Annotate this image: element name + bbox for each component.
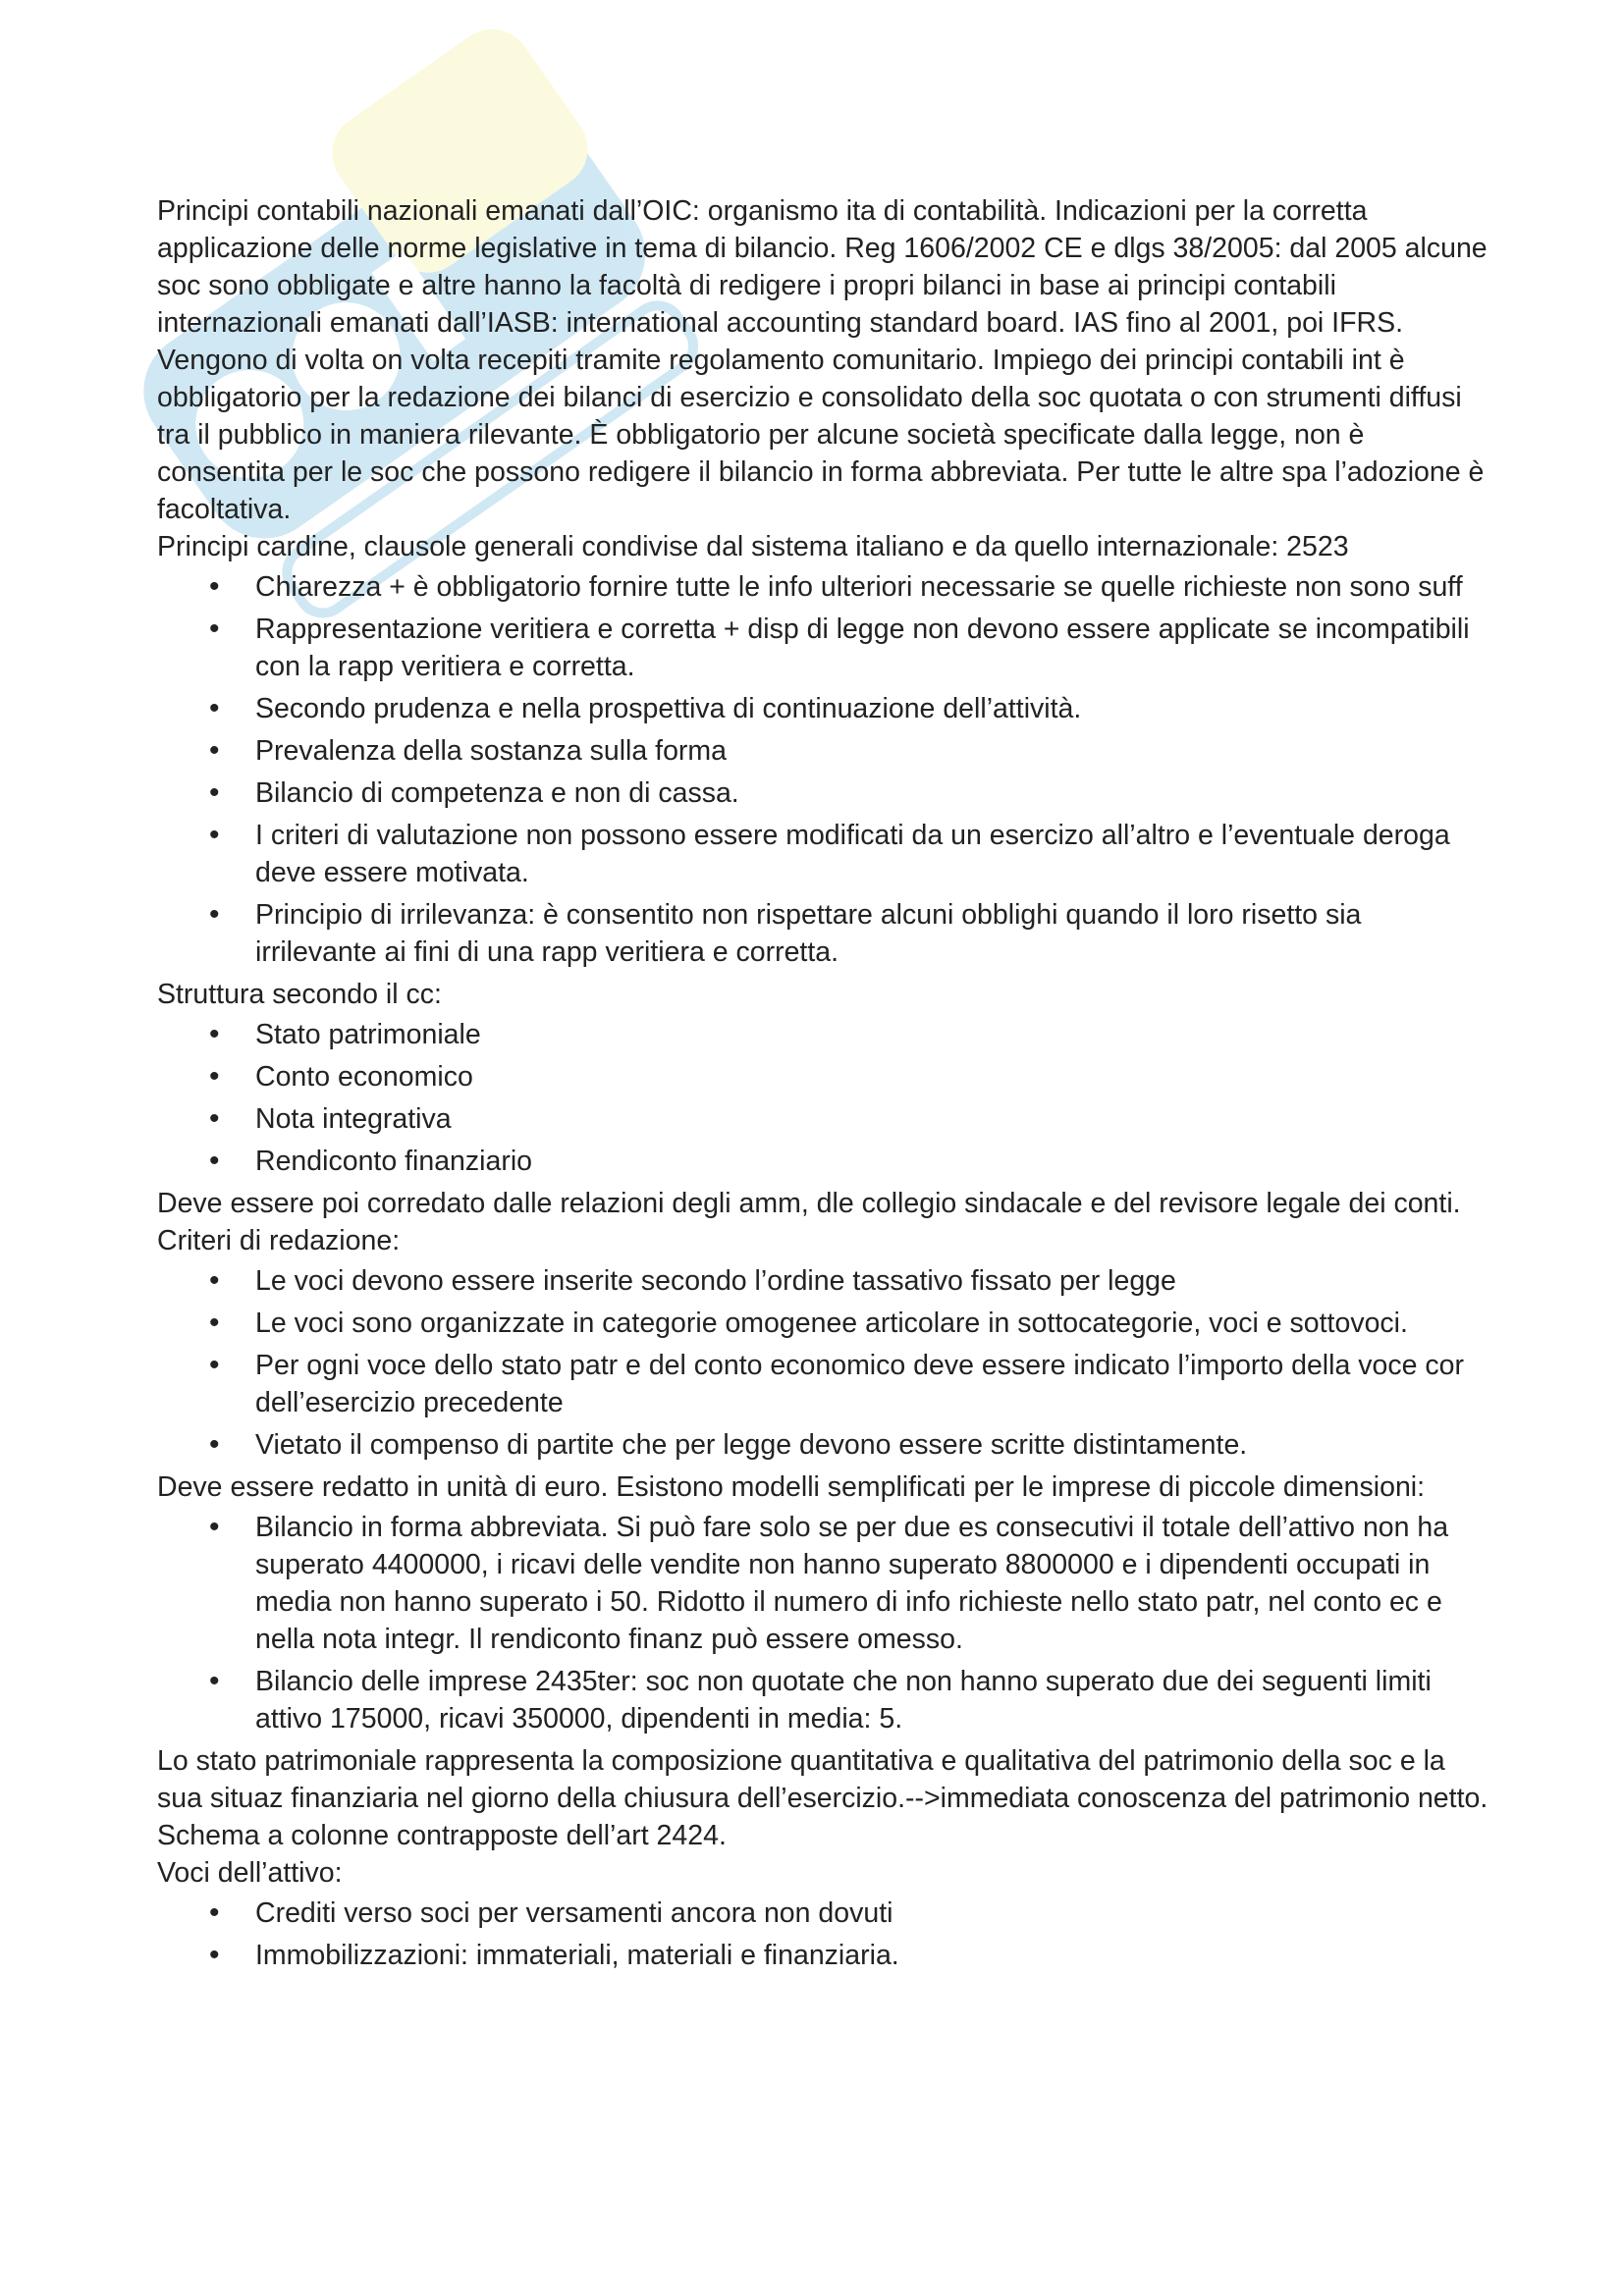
bullet-list — [157, 1895, 1492, 1974]
list-item: • Nota integrativa — [255, 1100, 1492, 1138]
list-item: • Bilancio in forma abbreviata. Si può fare solo se per due es consecutivi il totale dell’attivo non ha superato 4400000, i ricavi delle vendite non hanno superato 8800000 e i dipendenti occupati in media non hanno superato i 50. Ridotto il numero di info richieste nello stato patr, nel conto ec e nella nota integr. Il rendiconto finanz può essere omesso. — [255, 1509, 1492, 1658]
bullet-list — [157, 1509, 1492, 1737]
bullet-list — [157, 568, 1492, 971]
list-item: • Rendiconto finanziario — [255, 1143, 1492, 1180]
list-item: • Vietato il compenso di partite che per legge devono essere scritte distintamente. — [255, 1426, 1492, 1464]
list-item: • Immobilizzazioni: immateriali, materiali e finanziaria. — [255, 1937, 1492, 1974]
document-body — [157, 192, 1492, 1979]
paragraph: Lo stato patrimoniale rappresenta la composizione quantitativa e qualitativa del patrimonio della soc e la sua situaz finanziaria nel giorno della chiusura dell’esercizio.-->immediata conoscenza del patrimonio netto. Schema a colonne contrapposte dell’art 2424. — [157, 1745, 1488, 1851]
paragraph: Deve essere redatto in unità di euro. Esistono modelli semplificati per le imprese di piccole dimensioni: — [157, 1471, 1426, 1503]
paragraph: Principi contabili nazionali emanati dall’OIC: organismo ita di contabilità. Indicazioni per la corretta applicazione delle norme legislative in tema di bilancio. Reg 1606/2002 CE e dlgs 38/2005: dal 2005 alcune soc sono obbligate e altre hanno la facoltà di redigere i propri bilanci in base ai principi contabili internazionali emanati dall’IASB: international accounting standard board. IAS fino al 2001, poi IFRS. Vengono di volta on volta recepiti tramite regolamento comunitario. Impiego dei principi contabili int è obbligatorio per la redazione dei bilanci di esercizio e consolidato della soc quotata o con strumenti diffusi tra il pubblico in maniera rilevante. È obbligatorio per alcune società specificate dalla legge, non è consentita per le soc che possono redigere il bilancio in forma abbreviata. Per tutte le altre spa l’adozione è facoltativa. — [157, 195, 1488, 525]
list-item: • Bilancio di competenza e non di cassa. — [255, 774, 1492, 812]
list-item: • Crediti verso soci per versamenti ancora non dovuti — [255, 1895, 1492, 1932]
bullet-list — [157, 1016, 1492, 1180]
list-item: • Secondo prudenza e nella prospettiva di continuazione dell’attività. — [255, 690, 1492, 727]
list-item: • Principio di irrilevanza: è consentito non rispettare alcuni obblighi quando il loro risetto sia irrilevante ai fini di una rapp veritiera e corretta. — [255, 896, 1492, 971]
list-item: • Stato patrimoniale — [255, 1016, 1492, 1053]
list-item: • Prevalenza della sostanza sulla forma — [255, 732, 1492, 770]
paragraph: Deve essere poi corredato dalle relazioni degli amm, dle collegio sindacale e del revisore legale dei conti. — [157, 1188, 1461, 1219]
paragraph: Voci dell’attivo: — [157, 1857, 343, 1889]
list-item: • Rappresentazione veritiera e corretta + disp di legge non devono essere applicate se incompatibili con la rapp veritiera e corretta. — [255, 611, 1492, 685]
list-item: • Chiarezza + è obbligatorio fornire tutte le info ulteriori necessarie se quelle richieste non sono suff — [255, 568, 1492, 606]
paragraph: Criteri di redazione: — [157, 1225, 401, 1256]
bullet-list — [157, 1262, 1492, 1464]
list-item: • I criteri di valutazione non possono essere modificati da un esercizo all’altro e l’eventuale deroga deve essere motivata. — [255, 817, 1492, 891]
paragraph: Struttura secondo il cc: — [157, 979, 442, 1010]
list-item: • Bilancio delle imprese 2435ter: soc non quotate che non hanno superato due dei seguenti limiti attivo 175000, ricavi 350000, dipendenti in media: 5. — [255, 1663, 1492, 1737]
list-item: • Le voci devono essere inserite secondo l’ordine tassativo fissato per legge — [255, 1262, 1492, 1300]
list-item: • Le voci sono organizzate in categorie omogenee articolare in sottocategorie, voci e sottovoci. — [255, 1305, 1492, 1342]
list-item: • Per ogni voce dello stato patr e del conto economico deve essere indicato l’importo della voce cor dell’esercizio precedente — [255, 1347, 1492, 1421]
paragraph: Principi cardine, clausole generali condivise dal sistema italiano e da quello internazionale: 2523 — [157, 531, 1349, 562]
list-item: • Conto economico — [255, 1058, 1492, 1095]
